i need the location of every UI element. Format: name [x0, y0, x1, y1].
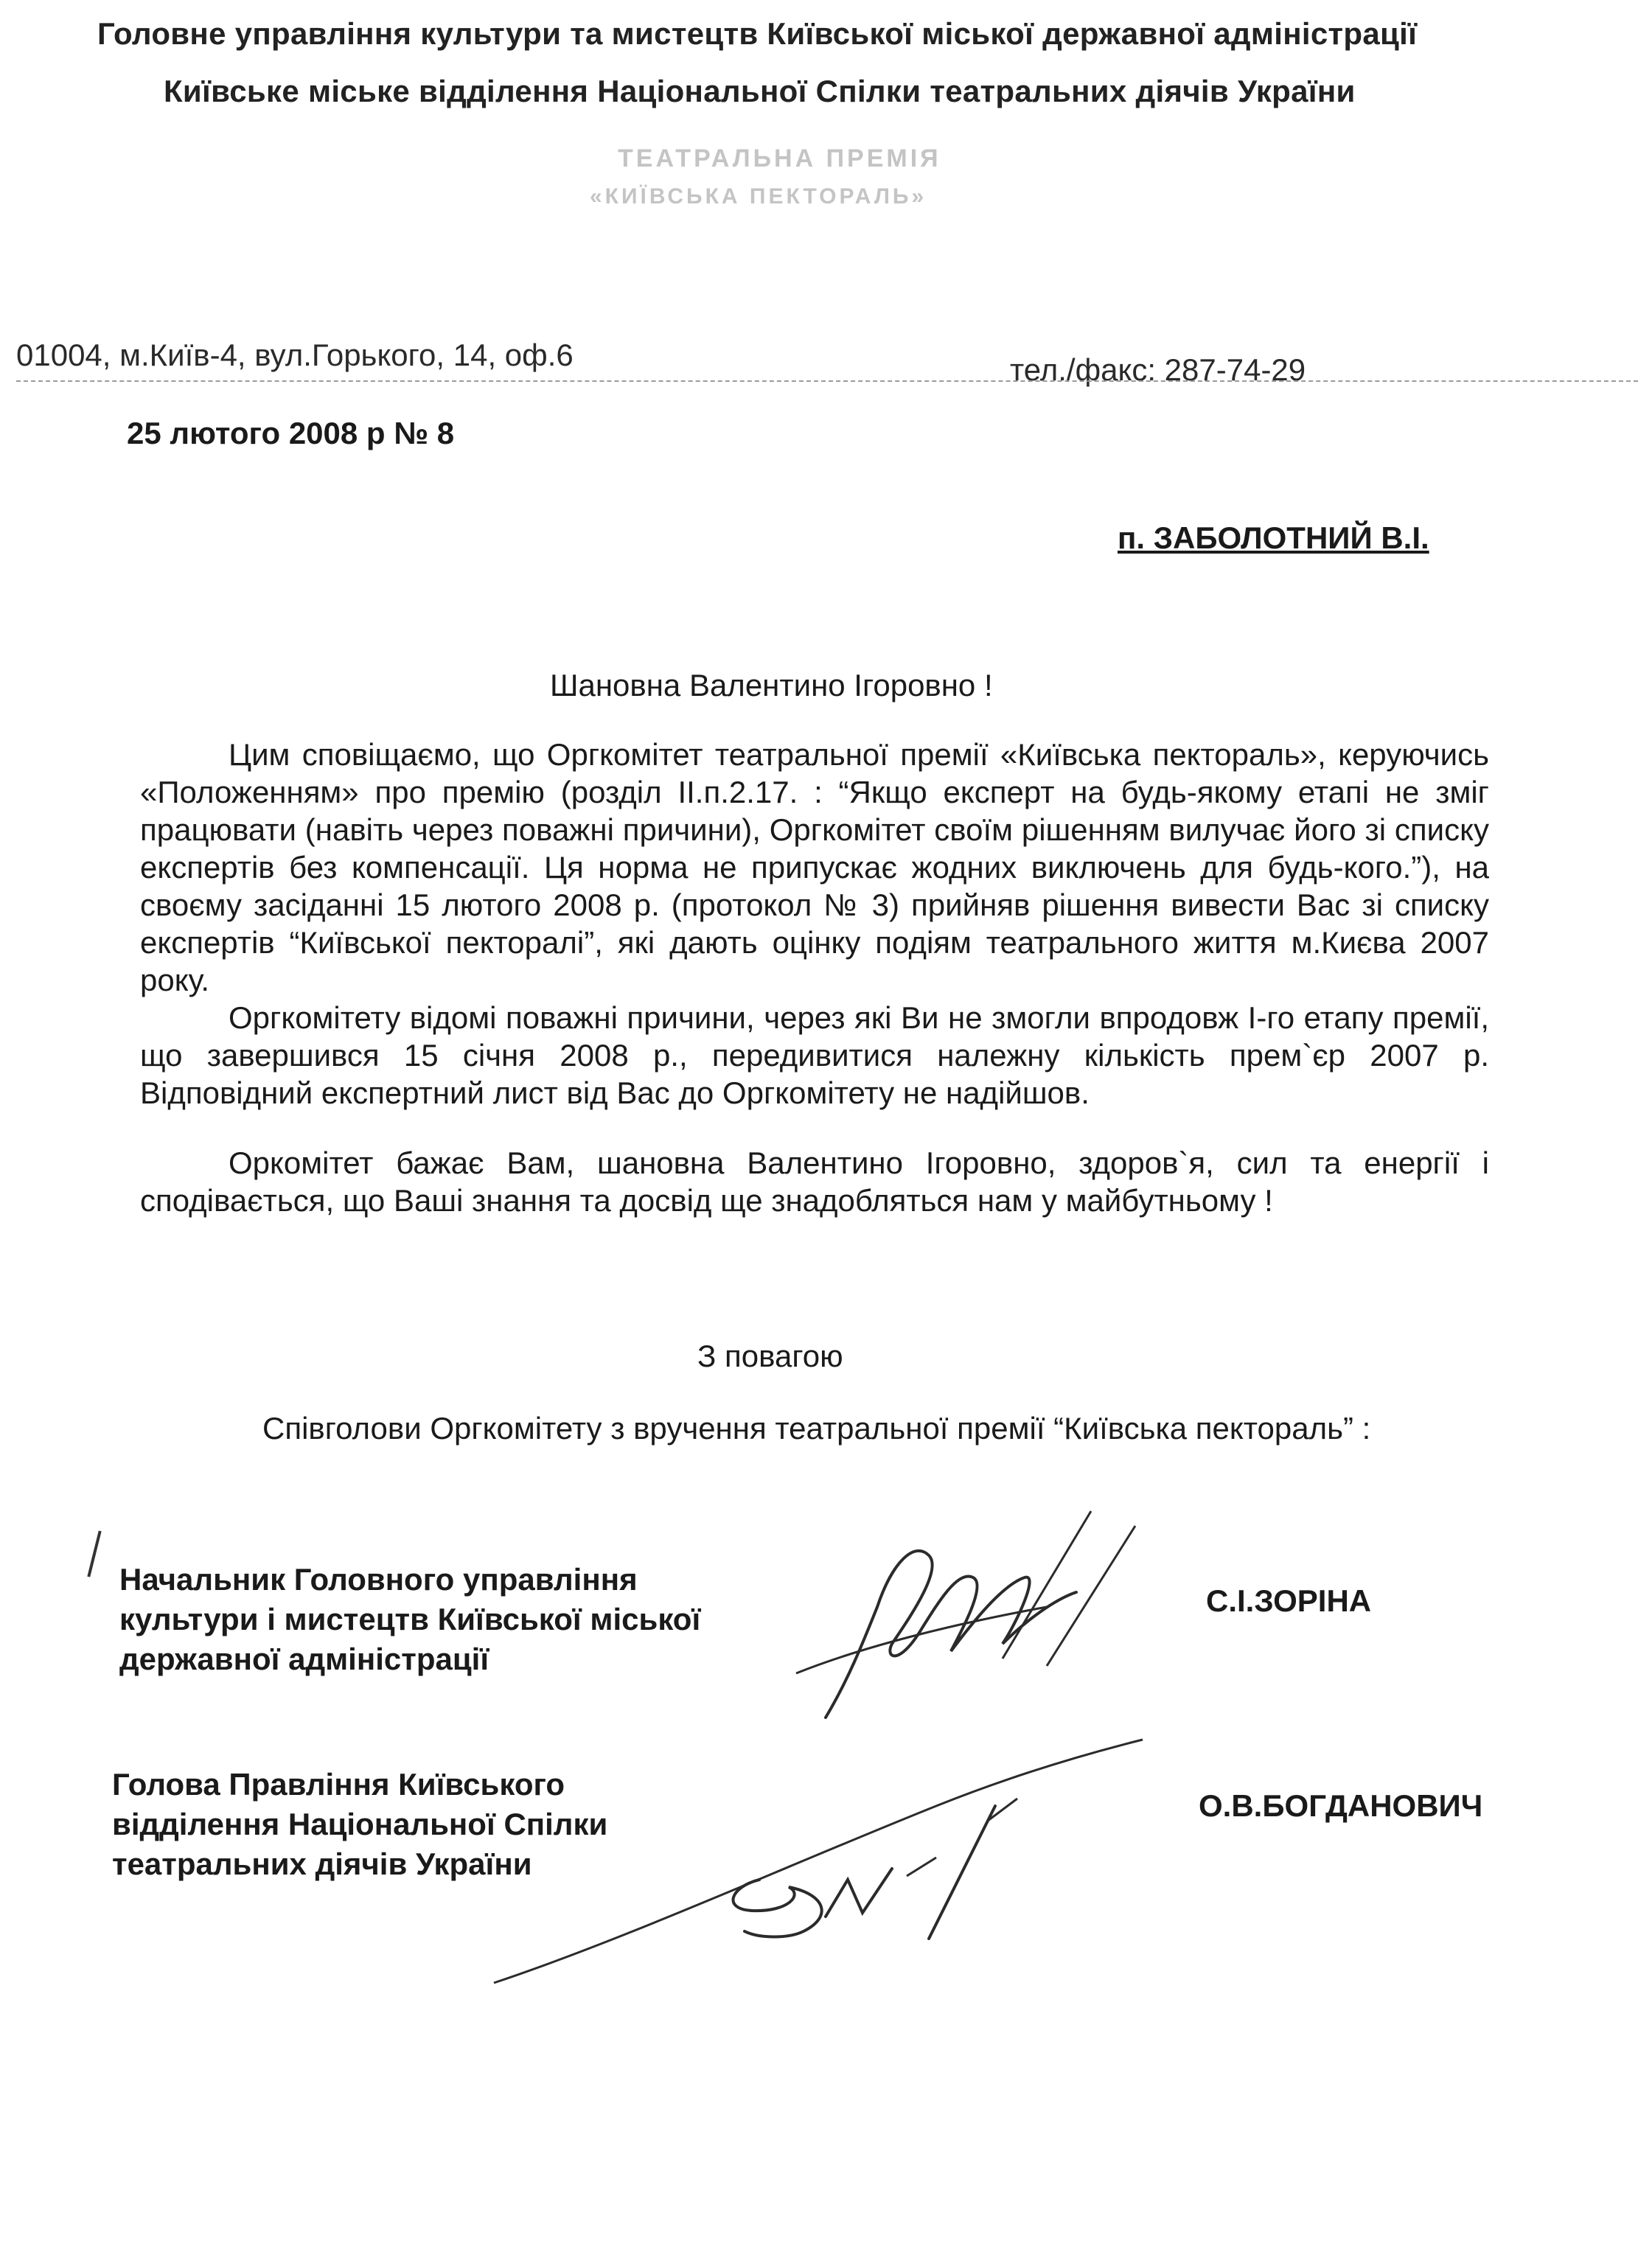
closing: З повагою — [697, 1339, 843, 1373]
cochairs-line: Співголови Оргкомітету з вручення театральної премії “Київська пектораль” : — [262, 1411, 1371, 1446]
signature-2 — [479, 1718, 1157, 1998]
stamp-line-2: «КИЇВСЬКА ПЕКТОРАЛЬ» — [590, 184, 927, 209]
signatory-1-name: С.І.ЗОРІНА — [1206, 1583, 1372, 1618]
address: 01004, м.Київ-4, вул.Горького, 14, оф.6 — [16, 338, 574, 372]
signatory-2-title: Голова Правління Київського відділення Національної Спілки театральних діячів України — [112, 1767, 608, 1881]
margin-tick — [87, 1530, 101, 1577]
letterhead-line-1: Головне управління культури та мистецтв Київської міської державної адміністрації — [97, 16, 1418, 51]
letterhead-line-2: Київське міське відділення Національної Спілки театральних діячів України — [164, 74, 1356, 108]
signatory-1-title: Начальник Головного управління культури і мистецтв Київської міської державної адміністрації — [119, 1562, 701, 1676]
paragraph-2: Оргкомітету відомі поважні причини, через які Ви не змогли впродовж І-го етапу премії, що завершився 15 січня 2008 р., передивитися належну кількість прем`єр 2007 р. Відповідний експертний лист від Вас до Оргкомітету не надійшов. — [140, 1000, 1489, 1110]
signature-1 — [781, 1496, 1194, 1747]
paragraph-3: Оркомітет бажає Вам, шановна Валентино Ігоровно, здоров`я, сил та енергії і сподівається, що Ваші знання та досвід ще знадобляться нам у майбутньому ! — [140, 1146, 1489, 1218]
letter-body — [140, 736, 1489, 1219]
phone-fax: тел./факс: 287-74-29 — [1010, 352, 1306, 387]
paragraph-1: Цим сповіщаємо, що Оргкомітет театральної премії «Київська пектораль», керуючись «Положенням» про премію (розділ ІІ.п.2.17. : “Якщо експерт на будь-якому етапі не зміг працювати (навіть через поважні причини), Оргкомітет своїм рішенням вилучає його зі списку експертів без компенсації. Ця норма не припускає жодних виключень для будь-кого.”), на своєму засіданні 15 лютого 2008 р. (протокол № 3) прийняв рішення вивести Вас зі списку експертів “Київської пекторалі”, які дають оцінку подіям театрального життя м.Києва 2007 року. — [140, 737, 1489, 997]
addressee: п. ЗАБОЛОТНИЙ В.І. — [1118, 520, 1429, 555]
salutation: Шановна Валентино Ігоровно ! — [550, 668, 993, 702]
date-and-number: 25 лютого 2008 р № 8 — [127, 416, 455, 450]
signatory-2-name: О.В.БОГДАНОВИЧ — [1199, 1788, 1483, 1823]
header-divider — [16, 380, 1638, 382]
stamp-line-1: ТЕАТРАЛЬНА ПРЕМІЯ — [618, 144, 941, 172]
